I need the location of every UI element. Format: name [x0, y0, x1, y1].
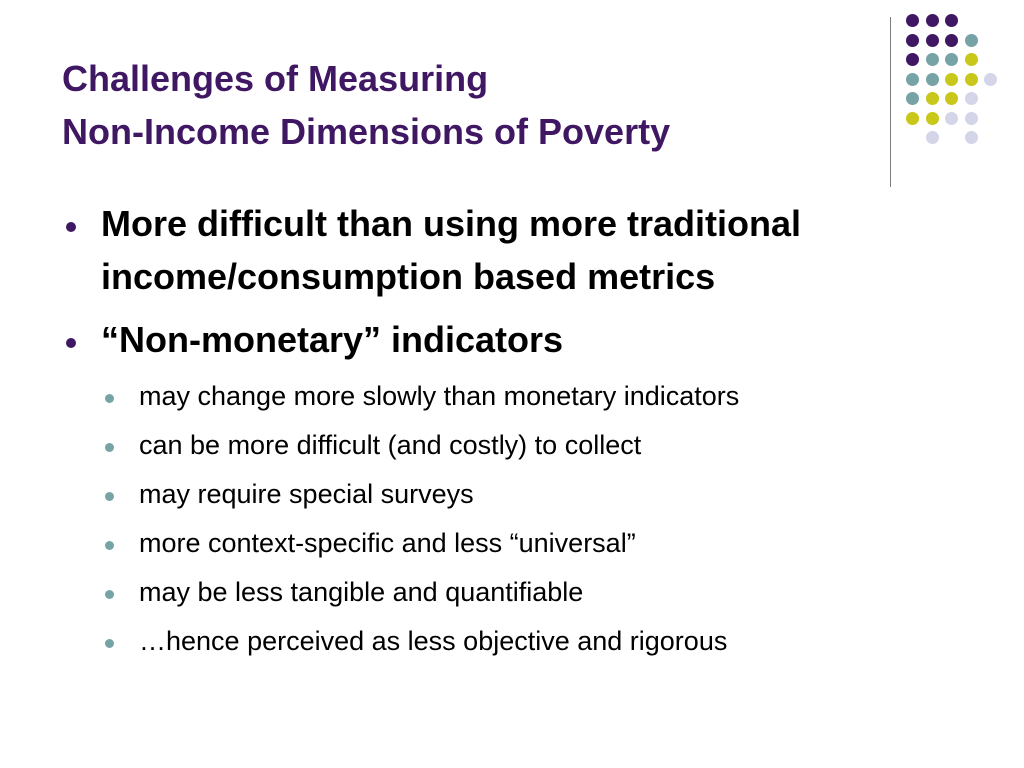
header-divider-line: [890, 17, 891, 187]
decorative-dot: [926, 53, 939, 66]
sub-bullet-item: [60, 372, 1010, 421]
decorative-dot: [926, 34, 939, 47]
decorative-dot: [945, 53, 958, 66]
slide-title-line-1: Challenges of Measuring: [62, 58, 489, 99]
slide-title-line-2: Non-Income Dimensions of Poverty: [62, 111, 671, 152]
sub-bullet-text: may require special surveys: [139, 479, 474, 509]
decorative-dot: [926, 92, 939, 105]
sub-bullet-dot-icon: [105, 492, 114, 501]
sub-bullet-text: …hence perceived as less objective and rigorous: [139, 626, 728, 656]
sub-bullet-item: [60, 470, 1010, 519]
decorative-dot: [965, 53, 978, 66]
bullet-dot-icon: [66, 338, 76, 348]
decorative-dot: [965, 92, 978, 105]
decorative-dot: [906, 73, 919, 86]
decorative-dot: [906, 14, 919, 27]
sub-bullet-item: [60, 421, 1010, 470]
decorative-dot: [926, 14, 939, 27]
decorative-dot: [906, 92, 919, 105]
decorative-dot: [965, 131, 978, 144]
bullet-text: More difficult than using more traditional income/consumption based metrics: [101, 203, 802, 297]
decorative-dot: [945, 34, 958, 47]
slide-body: [60, 197, 1010, 666]
decorative-dot: [984, 73, 997, 86]
decorative-dot: [965, 34, 978, 47]
decorative-dot-grid: [906, 14, 1016, 164]
decorative-dot: [945, 14, 958, 27]
bullet-text: “Non-monetary” indicators: [101, 319, 564, 360]
decorative-dot: [906, 34, 919, 47]
sub-bullet-item: [60, 568, 1010, 617]
bullet-item: [60, 197, 1010, 303]
sub-bullet-dot-icon: [105, 590, 114, 599]
sub-bullet-text: more context-specific and less “universal”: [139, 528, 636, 558]
decorative-dot: [945, 112, 958, 125]
bullet-dot-icon: [66, 222, 76, 232]
decorative-dot: [945, 92, 958, 105]
decorative-dot: [965, 73, 978, 86]
bullet-item: [60, 313, 1010, 366]
slide-title: [62, 52, 862, 158]
sub-bullet-text: can be more difficult (and costly) to collect: [139, 430, 642, 460]
sub-bullet-dot-icon: [105, 394, 114, 403]
sub-bullet-item: [60, 519, 1010, 568]
decorative-dot: [926, 73, 939, 86]
sub-bullet-text: may change more slowly than monetary indicators: [139, 381, 740, 411]
decorative-dot: [906, 112, 919, 125]
sub-bullet-dot-icon: [105, 541, 114, 550]
decorative-dot: [965, 112, 978, 125]
sub-bullet-list: [60, 372, 1010, 666]
decorative-dot: [926, 131, 939, 144]
decorative-dot: [926, 112, 939, 125]
sub-bullet-text: may be less tangible and quantifiable: [139, 577, 584, 607]
decorative-dot: [906, 53, 919, 66]
sub-bullet-dot-icon: [105, 443, 114, 452]
sub-bullet-dot-icon: [105, 639, 114, 648]
decorative-dot: [945, 73, 958, 86]
sub-bullet-item: [60, 617, 1010, 666]
